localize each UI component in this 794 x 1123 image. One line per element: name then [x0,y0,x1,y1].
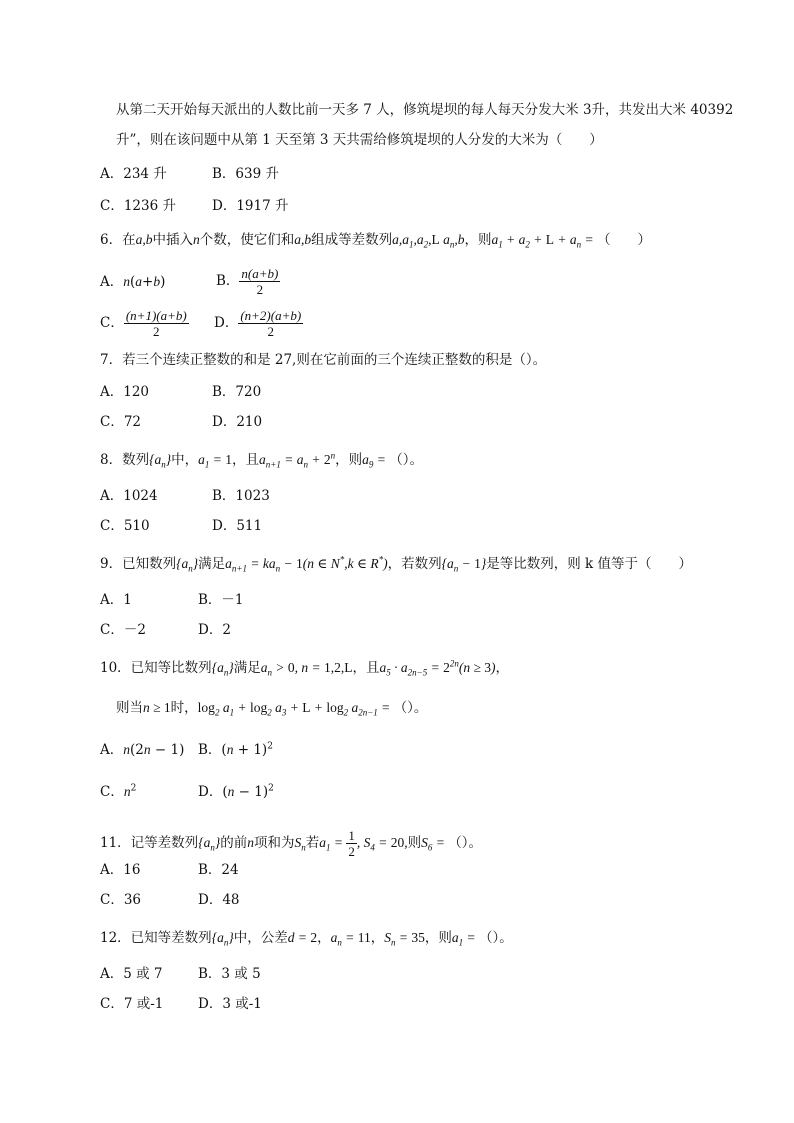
q5-stem-line2: 升”，则在该问题中从第 1 天至第 3 天共需给修筑堤坝的人分发的大米为（ ） [116,132,603,148]
q6-option-a: A．n(a+b) [100,274,166,290]
q6-math-seq: $a,a_1,a_2,L$ $a_n,b$ [392,232,465,250]
q5-stem-line1: 从第二天开始每天派出的人数比前一天多 7 人，修筑堤坝的每人每天分发大米 3升，共发出大米 40392 [116,102,734,118]
q8-option-b: B．1023 [212,488,270,504]
q12-option-a: A．5 或 7 [100,966,163,982]
q5-option-b: B．639 升 [212,166,279,182]
q8-option-d: D．511 [212,518,263,534]
q11-option-b: B．24 [198,862,239,878]
q10-option-d: D．$(n - 1)^2$ [198,783,274,800]
q10-stem-line2: 则当n ≥ 1时，$\log_2 a_1 + \log_2 a_3 + L + \log_2 a_{2n-1}$ = （）。 [116,700,428,718]
q8-option-c: C．510 [100,518,150,534]
q12-option-d: D．3 或-1 [198,996,262,1012]
q10-option-c: C．$n^2$ [100,783,137,800]
q10-option-b: B．$(n + 1)^2$ [198,741,273,758]
q5-option-d: D．1917 升 [212,198,289,214]
q11-option-d: D．48 [198,892,240,908]
q9-option-a: A．1 [100,592,132,608]
q10-option-a: A．n(2n − 1) [100,742,185,758]
q5-option-c: C．1236 升 [100,198,176,214]
q8-option-a: A．1024 [100,488,158,504]
q9-option-d: D．2 [198,622,231,638]
q6-math-sum: $a_1 + a_2 + L + a_n$ = [491,232,597,250]
q12-stem: 12．已知等差数列$\{a_n\}$中，公差d = 2，$a_n = 11$，$S_n = 35$，则$a_1$ = （）。 [100,930,513,948]
q7-option-c: C．72 [100,414,142,430]
q11-option-c: C．36 [100,892,142,908]
q9-option-b: B．－1 [198,592,244,608]
q6-option-d: D． $\frac{(n+2)(a+b)}{2}$ [214,308,302,339]
q8-stem: 8．数列$\{a_n\}$中，$a_1 = 1$，且$a_{n+1} = a_n + 2^n$，则$a_9$ = （）。 [100,450,423,470]
q6-stem: 6．在a,b中插入n个数，使它们和a,b组成等差数列$a,a_1,a_2,L$ $a_n,b$，则$a_1 + a_2 + L + a_n$ = （ ） [100,232,651,250]
q12-option-b: B．3 或 5 [198,966,261,982]
q10-stem: 10．已知等比数列$\{a_n\}$满足$a_n > 0$, n = 1,2,L，且$a_5 \cdot a_{2n-5} = 2^{2n}(n \ge 3)$， [100,658,509,678]
q6-math-ab2: a,b [294,232,312,247]
q6-option-b: B． $\frac{n(a+b)}{2}$ [216,266,279,297]
q9-option-c: C．－2 [100,622,146,638]
q9-stem: 9．已知数列$\{a_n\}$满足$a_{n+1} = ka_n - 1(n$ ∈ N*,k ∈ R*)，若数列$\{a_n - 1\}$是等比数列，则 k 值等于（ ） [100,554,693,574]
q11-stem: 11．记等差数列$\{a_n\}$的前n项和为$S_n$若$a_1$ = $\frac{1}{2}$ , $S_4 = 20$,则$S_6$ = （）。 [100,828,482,859]
q12-option-c: C．7 或-1 [100,996,164,1012]
q7-option-d: D．210 [212,414,263,430]
q5-option-a: A．234 升 [100,166,167,182]
q7-stem: 7．若三个连续正整数的和是 27,则在它前面的三个连续正整数的积是（）。 [100,352,547,368]
q11-option-a: A．16 [100,862,141,878]
q6-option-c: C． $\frac{(n+1)(a+b)}{2}$ [100,308,187,339]
q6-math-n: n [192,232,200,247]
q7-option-b: B．720 [212,384,262,400]
q6-math-ab: a,b [135,232,153,247]
q7-option-a: A．120 [100,384,150,400]
